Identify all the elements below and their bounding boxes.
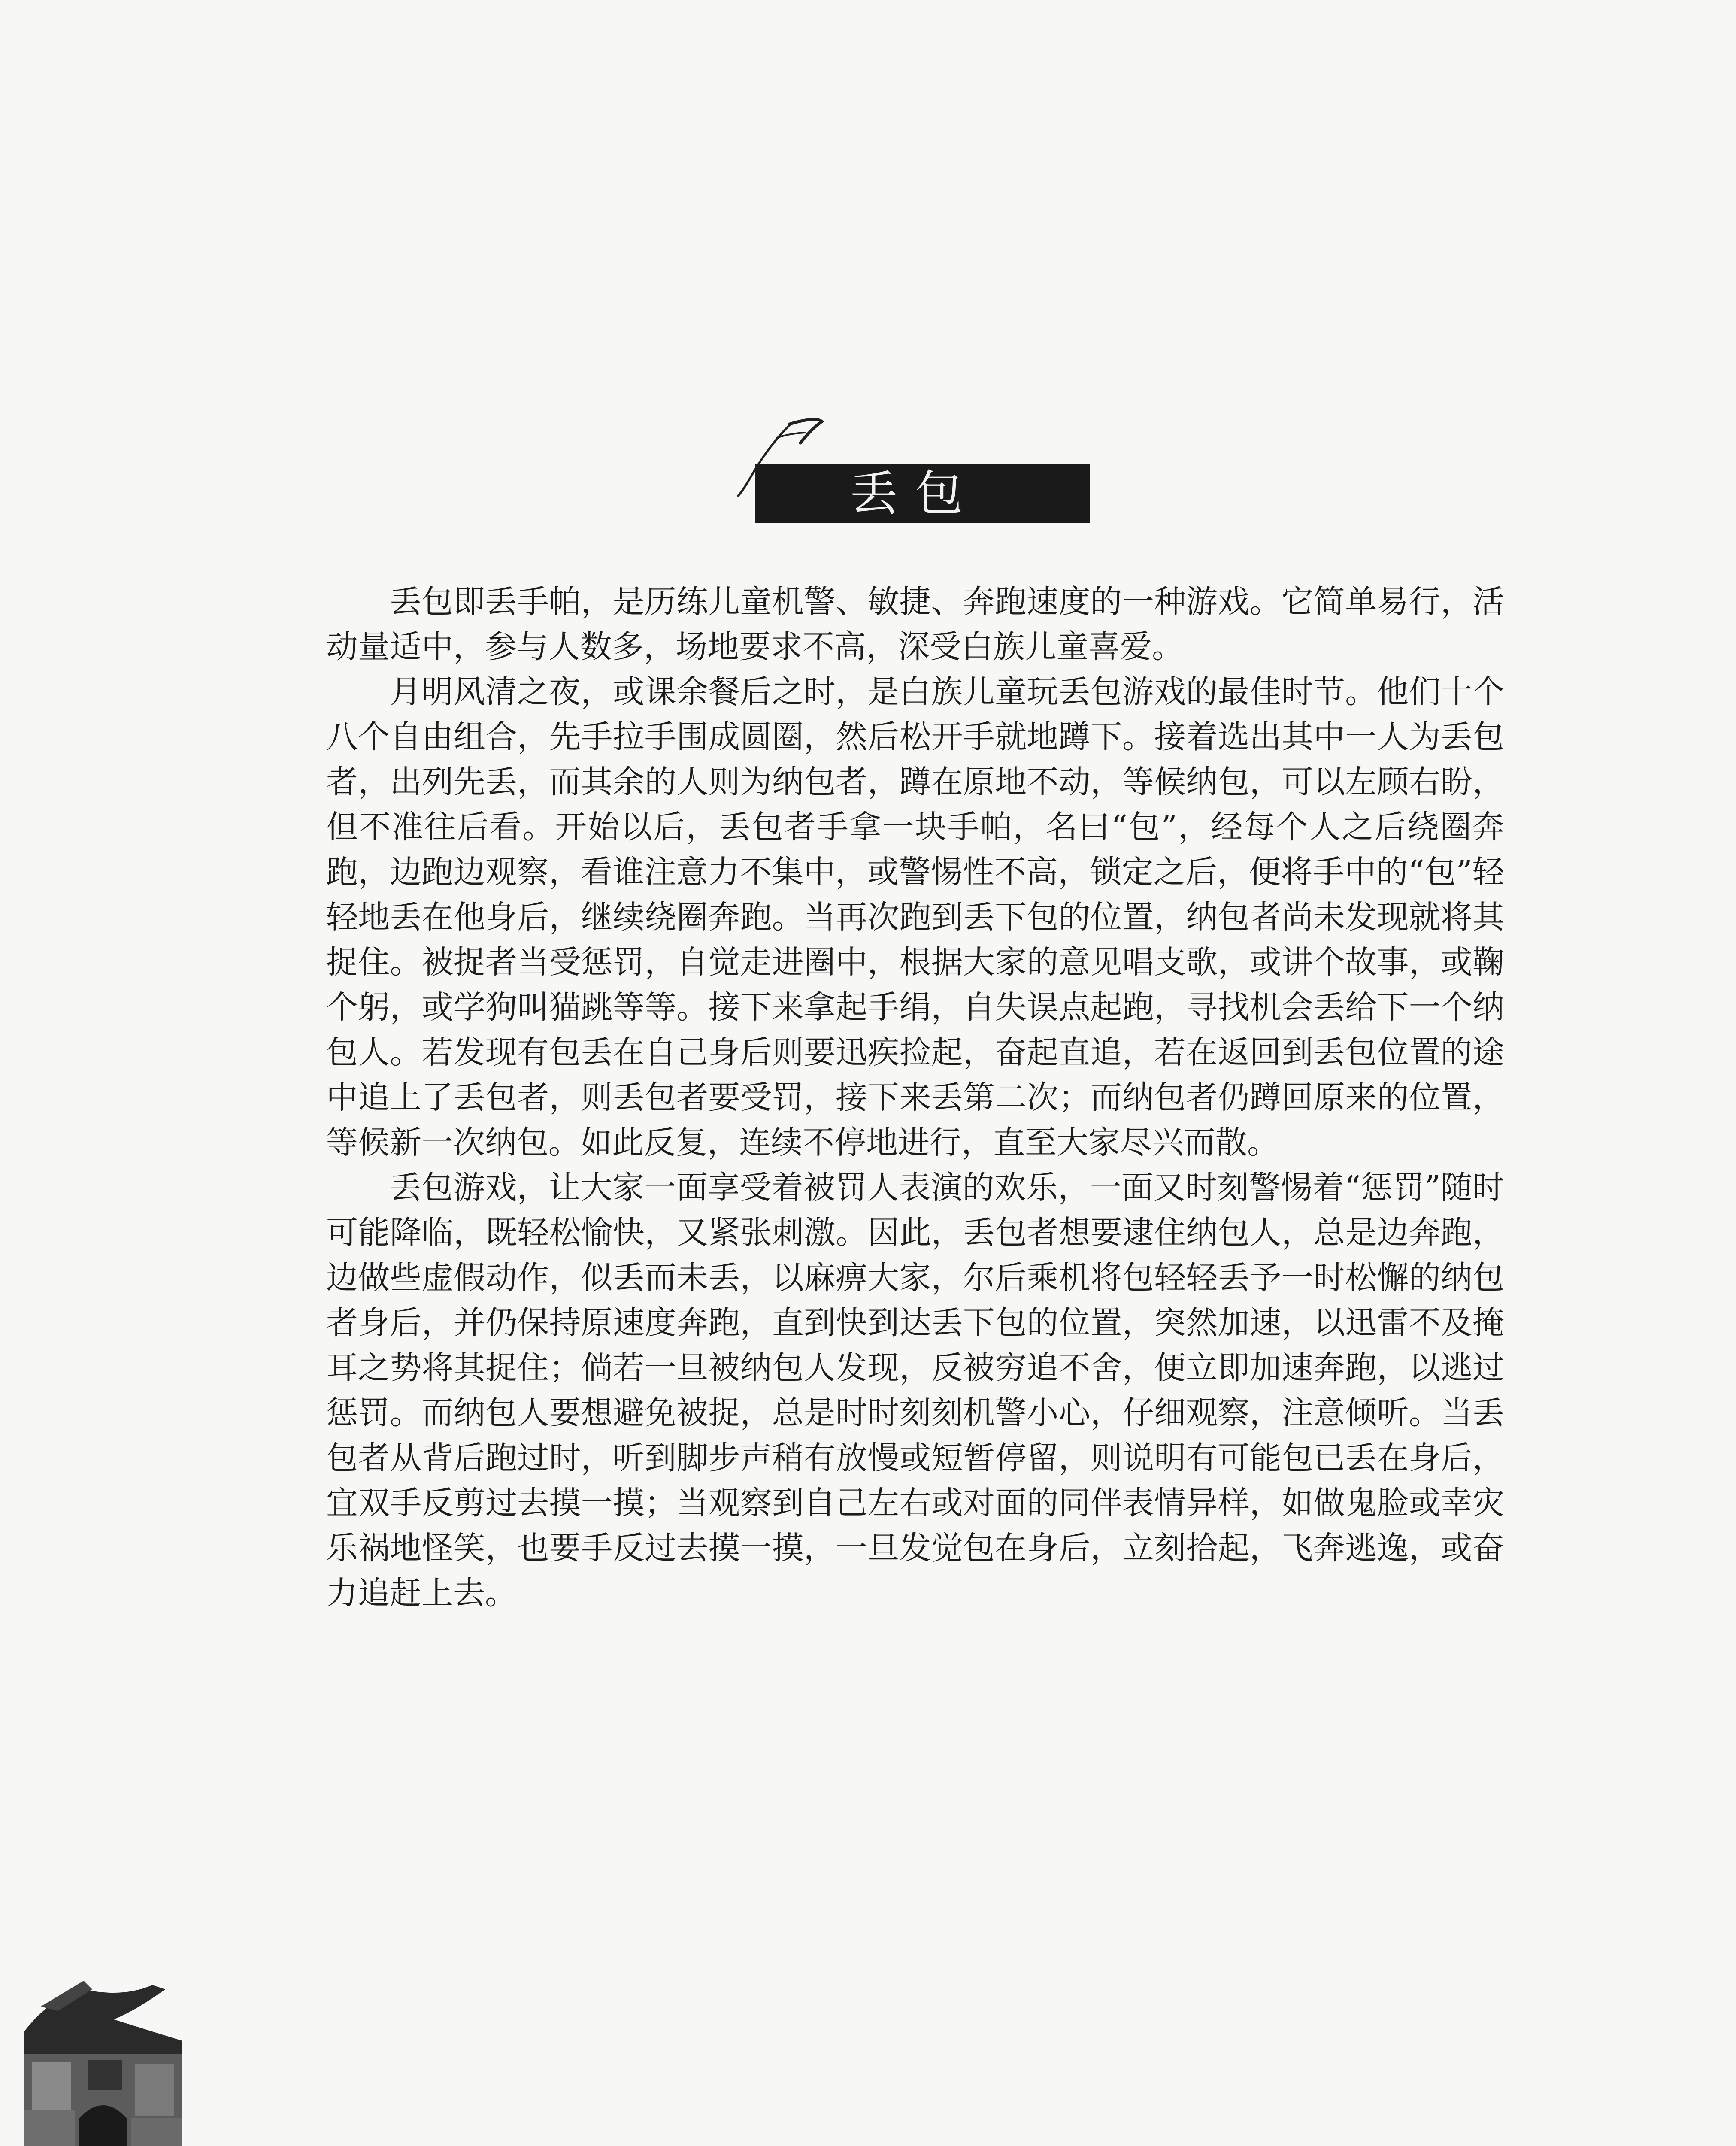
paragraph-2: 月明风清之夜，或课余餐后之时，是白族儿童玩丢包游戏的最佳时节。他们十个八个自由组合，先手拉手围成圆圈，然后松开手就地蹲下。接着选出其中一人为丢包者，出列先丢，而其余的人则为纳包者，蹲在原地不动，等候纳包，可以左顾右盼，但不准往后看。开始以后，丢包者手拿一块手帕，名曰“包”，经每个人之后绕圈奔跑，边跑边观察，看谁注意力不集中，或警惕性不高，锁定之后，便将手中的“包”轻轻地丢在他身后，继续绕圈奔跑。当再次跑到丢下包的位置，纳包者尚未发现就将其捉住。被捉者当受惩罚，自觉走进圈中，根据大家的意见唱支歌，或讲个故事，或鞠个躬，或学狗叫猫跳等等。接下来拿起手绢，自失误点起跑，寻找机会丢给下一个纳包人。若发现有包丢在自己身后则要迅疾捡起，奋起直追，若在返回到丢包位置的途中追上了丢包者，则丢包者要受罚，接下来丢第二次；而纳包者仍蹲回原来的位置，等候新一次纳包。如此反复，连续不停地进行，直至大家尽兴而散。 bbox=[326, 673, 1504, 1161]
paragraph-3: 丢包游戏，让大家一面享受着被罚人表演的欢乐，一面又时刻警惕着“惩罚”随时可能降临，既轻松愉快，又紧张刺激。因此，丢包者想要逮住纳包人，总是边奔跑，边做些虚假动作，似丢而未丢，以麻痹大家，尔后乘机将包轻轻丢予一时松懈的纳包者身后，并仍保持原速度奔跑，直到快到达丢下包的位置，突然加速，以迅雷不及掩耳之势将其捉住；倘若一旦被纳包人发现，反被穷追不舍，便立即加速奔跑，以逃过惩罚。而纳包人要想避免被捉，总是时时刻刻机警小心，仔细观察，注意倾听。当丢包者从背后跑过时，听到脚步声稍有放慢或短暂停留，则说明有可能包已丢在身后，宜双手反剪过去摸一摸；当观察到自己左右或对面的同伴表情异样，如做鬼脸或幸灾乐祸地怪笑，也要手反过去摸一摸，一旦发觉包在身后，立刻拾起，飞奔逃逸，或奋力追赶上去。 bbox=[326, 1169, 1504, 1612]
page-title: 丢包 bbox=[850, 466, 980, 521]
temple-gate-photo bbox=[24, 1981, 182, 2146]
chapter-title-block bbox=[725, 412, 1090, 532]
paragraph-1: 丢包即丢手帕，是历练儿童机警、敏捷、奔跑速度的一种游戏。它简单易行，活动量适中，参与人数多，场地要求不高，深受白族儿童喜爱。 bbox=[326, 583, 1504, 665]
body-text bbox=[326, 579, 1504, 1616]
